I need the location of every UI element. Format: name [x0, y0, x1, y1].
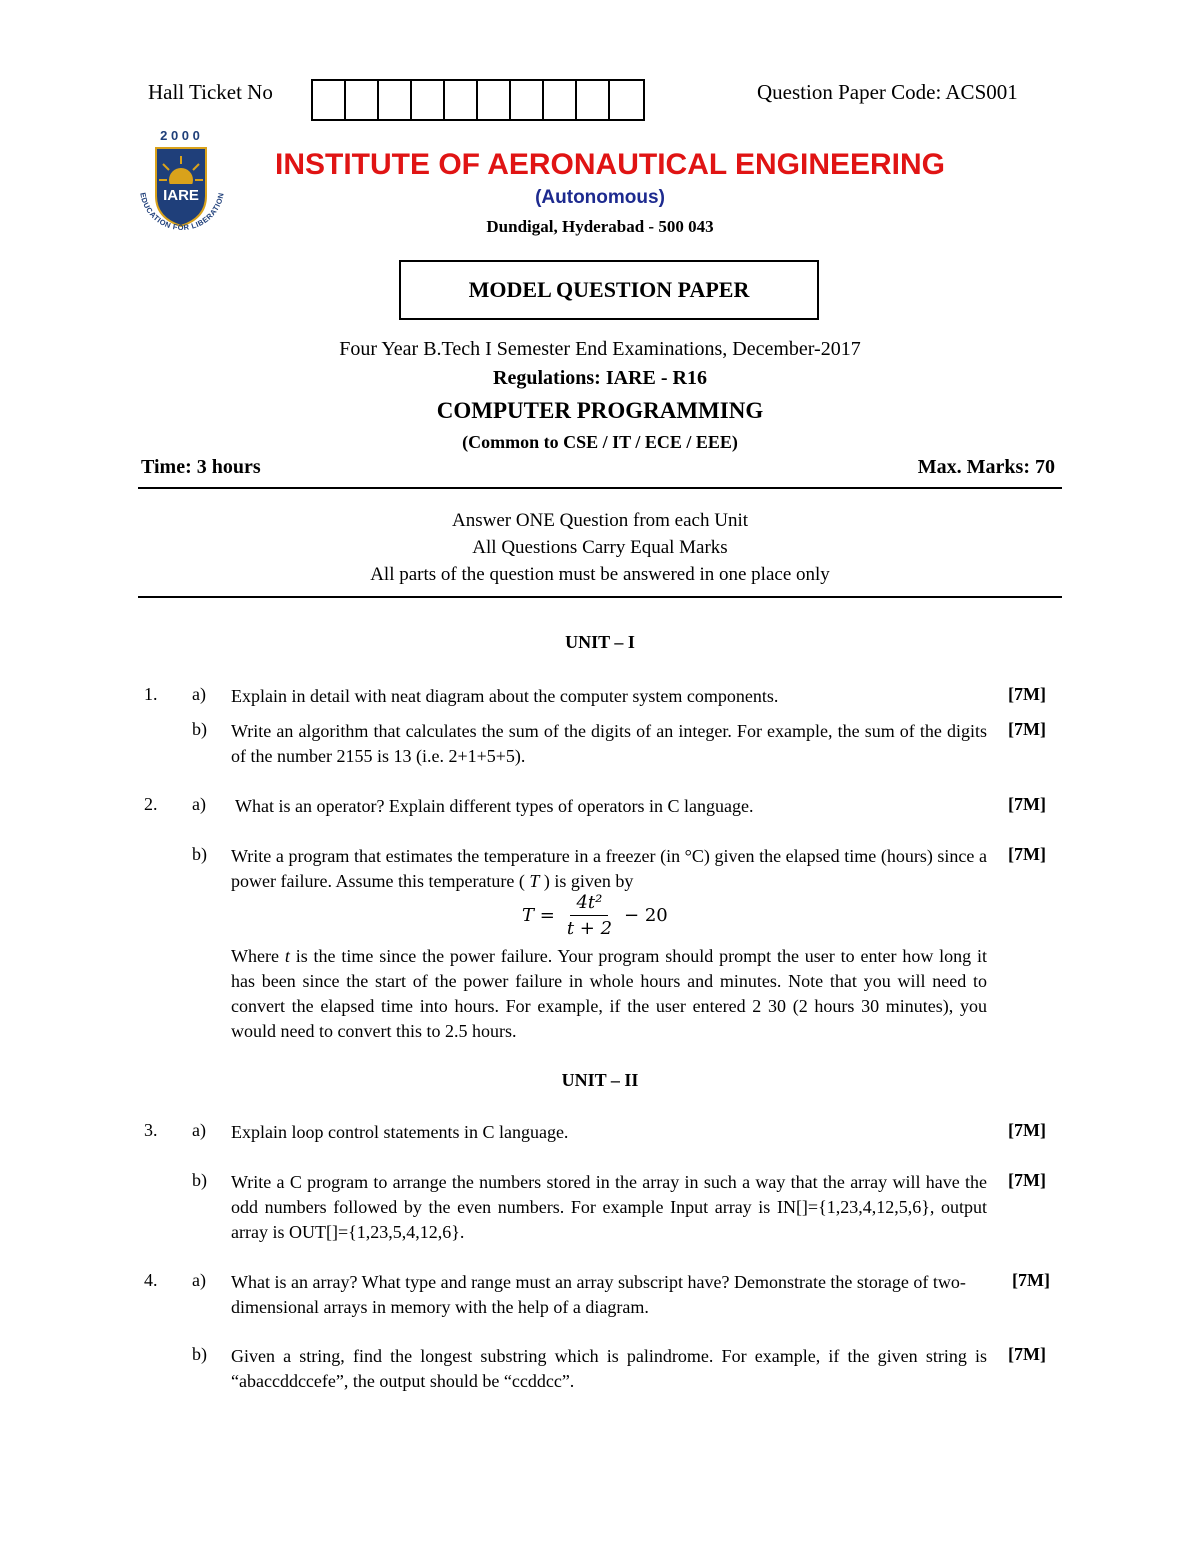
hall-ticket-box [412, 81, 445, 119]
hall-ticket-box [544, 81, 577, 119]
formula-fraction [561, 892, 618, 939]
question-text: Given a string, find the longest substring which is palindrome. For example, if the given string is “abaccddccefe”, the output should be “ccddcc”. [231, 1346, 987, 1391]
question-marks: [7M] [1008, 1120, 1046, 1140]
divider [138, 487, 1062, 489]
question-text: Explain in detail with neat diagram about the computer system components. [231, 686, 779, 706]
question-part-label: b) [192, 1170, 207, 1190]
question-marks: [7M] [1008, 844, 1046, 864]
hall-ticket-box [445, 81, 478, 119]
question-text-segment: Write a program that estimates the temperature in a freezer (in °C) given the elapsed time (hours) since a power failure. Assume this temperature ( [231, 846, 987, 891]
exam-time: Time: 3 hours [141, 456, 261, 478]
question-marks: [7M] [1012, 1270, 1050, 1290]
question-number: 1. [144, 684, 158, 704]
divider [138, 596, 1062, 598]
course-title: COMPUTER PROGRAMMING [436, 398, 764, 423]
logo-year: 2 0 0 0 [160, 128, 200, 143]
hall-ticket-box [346, 81, 379, 119]
hall-ticket-label: Hall Ticket No [148, 80, 273, 104]
question-marks: [7M] [1008, 719, 1046, 739]
logo-acronym: IARE [163, 187, 199, 204]
question-text-segment: ) is given by [543, 871, 634, 891]
unit-heading: UNIT – I [565, 632, 635, 652]
institute-address: Dundigal, Hyderabad - 500 043 [486, 217, 714, 236]
common-to-branches: (Common to CSE / IT / ECE / EEE) [462, 432, 738, 452]
formula-numerator: 4t² [570, 892, 608, 916]
instruction: All Questions Carry Equal Marks [472, 537, 728, 558]
question-marks: [7M] [1008, 1170, 1046, 1190]
question-text: Write a C program to arrange the numbers stored in the array in such a way that the array will have the odd numbers followed by the even numbers. For example Input array is IN[]={1,23,4,12,5,6}, output array is OUT[]={1,23,5,4,12,6}. [231, 1172, 987, 1242]
unit-heading: UNIT – II [561, 1070, 639, 1090]
formula-denominator: t + 2 [566, 918, 613, 939]
question-text: What is an operator? Explain different types of operators in C language. [235, 796, 754, 816]
instruction: All parts of the question must be answered in one place only [370, 564, 830, 585]
question-text [231, 844, 987, 894]
temperature-formula [522, 892, 668, 939]
hall-ticket-box [577, 81, 610, 119]
logo-motto: EDUCATION FOR LIBERATION [138, 191, 226, 233]
hall-ticket-box [478, 81, 511, 119]
hall-ticket-box [610, 81, 643, 119]
question-marks: [7M] [1008, 794, 1046, 814]
question-part-label: a) [192, 794, 206, 814]
regulations: Regulations: IARE - R16 [493, 367, 707, 389]
formula-lhs: T = [522, 905, 555, 926]
question-text: Explain loop control statements in C language. [231, 1122, 569, 1142]
paper-type-box: MODEL QUESTION PAPER [399, 260, 819, 320]
question-part-label: a) [192, 1120, 206, 1140]
hall-ticket-box [313, 81, 346, 119]
question-paper-code: Question Paper Code: ACS001 [757, 80, 1018, 104]
question-marks: [7M] [1008, 1344, 1046, 1364]
question-text-segment: is the time since the power failure. Your program should prompt the user to enter how long it has been since the start of the power failure in whole hours and minutes. Note that you will need to convert the elapsed time into hours. For example, if the user entered 2 30 (2 hours 30 minutes), you would need to convert this to 2.5 hours. [231, 946, 988, 1041]
exam-title: Four Year B.Tech I Semester End Examinations, December-2017 [339, 338, 861, 360]
hall-ticket-box [511, 81, 544, 119]
question-text: What is an array? What type and range must an array subscript have? Demonstrate the storage of two-dimensional arrays in memory with the help of a diagram. [231, 1272, 966, 1317]
question-number: 2. [144, 794, 158, 814]
question-marks: [7M] [1008, 684, 1046, 704]
hall-ticket-box [379, 81, 412, 119]
variable-symbol: t [284, 946, 290, 966]
question-part-label: b) [192, 1344, 207, 1364]
question-number: 3. [144, 1120, 158, 1140]
question-part-label: b) [192, 719, 207, 739]
institute-status: (Autonomous) [535, 187, 665, 208]
variable-symbol: T [529, 871, 540, 891]
question-part-label: a) [192, 1270, 206, 1290]
question-text-segment: Where [231, 946, 279, 966]
question-text: Write an algorithm that calculates the sum of the digits of an integer. For example, the sum of the digits of the number 2155 is 13 (i.e. 2+1+5+5). [231, 721, 987, 766]
max-marks: Max. Marks: 70 [917, 456, 1055, 478]
question-part-label: b) [192, 844, 207, 864]
hall-ticket-boxes [311, 79, 645, 121]
question-number: 4. [144, 1270, 158, 1290]
question-part-label: a) [192, 684, 206, 704]
instruction: Answer ONE Question from each Unit [451, 510, 748, 531]
formula-tail: − 20 [624, 905, 668, 926]
question-text [231, 944, 987, 1044]
institute-name: INSTITUTE OF AERONAUTICAL ENGINEERING [274, 148, 946, 181]
